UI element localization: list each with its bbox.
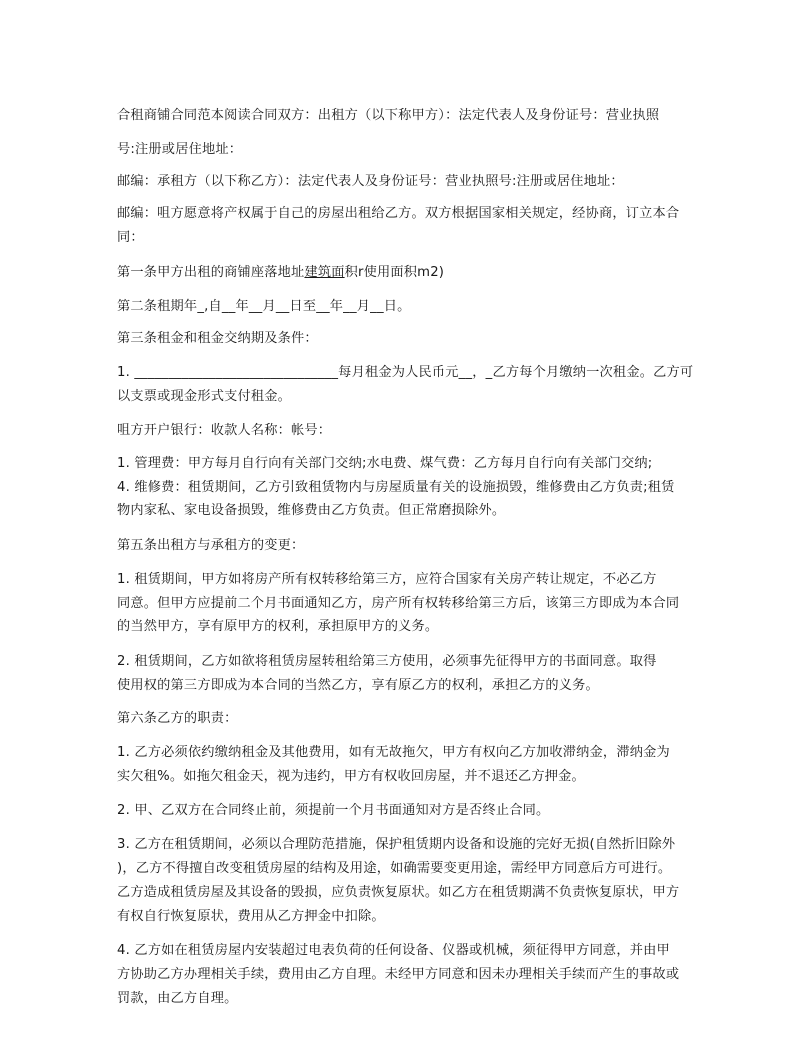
- text-line: 邮编：承租方（以下称乙方）：法定代表人及身份证号：营业执照号:注册或居住地址：: [117, 174, 624, 189]
- text-line: 邮编：咀方愿意将产权属于自己的房屋出租给乙方。双方根据国家相关规定，经协商，订立本合: [117, 206, 680, 221]
- text-line: 乙方造成租赁房屋及其设备的毁损，应负责恢复原状。如乙方在租赁期满不负责恢复原状，甲方: [117, 885, 680, 900]
- text-line: [117, 262, 697, 284]
- text-line: 2. 租赁期间，乙方如欲将租赁房屋转租给第三方使用，必须事先征得甲方的书面同意。取得: [117, 654, 657, 669]
- text-line: 同意。但甲方应提前二个月书面通知乙方，房产所有权转移给第三方后，该第三方即成为本合同: [117, 596, 680, 611]
- text-line: 4. 维修费：租赁期间，乙方引致租赁物内与房屋质量有关的设施损毁，维修费由乙方负责;租赁: [117, 480, 675, 495]
- text-line: 第二条租期年_,自__年__月__日至__年__月__日。: [117, 299, 411, 314]
- text-line: 第五条出租方与承租方的变更：: [117, 538, 305, 553]
- text-line: 有权自行恢复原状，费用从乙方押金中扣除。: [117, 909, 385, 924]
- underlined-text: 建筑面: [304, 265, 345, 280]
- text-line: 合租商铺合同范本阅读合同双方：出租方（以下称甲方）：法定代表人及身份证号：营业执照: [117, 108, 660, 123]
- text-line: 以支票或现金形式支付租金。: [117, 389, 292, 404]
- text-line: 罚款，由乙方自理。: [117, 991, 238, 1006]
- text-line: 的当然甲方，享有原甲方的权利，承担原甲方的义务。: [117, 619, 439, 634]
- text-line: 1. 乙方必须依约缴纳租金及其他费用，如有无故拖欠，甲方有权向乙方加收滞纳金，滞纳金为: [117, 745, 670, 760]
- text-span: 第一条甲方出租的商铺座落地址: [117, 265, 305, 280]
- text-line: 方协助乙方办理相关手续，费用由乙方自理。未经甲方同意和因未办理相关手续而产生的事故或: [117, 967, 680, 982]
- text-line: 1. 管理费：甲方每月自行向有关部门交纳;水电费、煤气费：乙方每月自行向有关部门交纳;: [117, 456, 653, 471]
- text-line: 1. ______________________________每月租金为人民币元__，_乙方每个月缴纳一次租金。乙方可: [117, 365, 694, 380]
- text-line: 号:注册或居住地址：: [117, 142, 243, 157]
- text-line: 同：: [117, 230, 144, 245]
- text-line: 3. 乙方在租赁期间，必须以合理防范措施，保护租赁期内设备和设施的完好无损(自然折旧除外: [117, 837, 676, 852]
- text-line: 1. 租赁期间，甲方如将房产所有权转移给第三方，应符合国家有关房产转让规定，不必乙方: [117, 572, 657, 587]
- text-line: 咀方开户银行：收款人名称：帐号：: [117, 423, 332, 438]
- text-line: 第六条乙方的职责：: [117, 711, 238, 726]
- text-line: 2. 甲、乙双方在合同终止前，须提前一个月书面通知对方是否终止合同。: [117, 803, 550, 818]
- text-line: 实欠租%。如拖欠租金天，视为违约，甲方有权收回房屋，并不退还乙方押金。: [117, 769, 585, 784]
- text-line: )，乙方不得擅自改变租赁房屋的结构及用途，如确需要变更用途，需经甲方同意后方可进行。: [117, 861, 672, 876]
- text-span: 积r使用面积m2): [344, 265, 445, 280]
- text-line: 使用权的第三方即成为本合同的当然乙方，享有原乙方的权利，承担乙方的义务。: [117, 678, 599, 693]
- text-line: 第三条租金和租金交纳期及条件：: [117, 331, 318, 346]
- text-line: 物内家私、家电设备损毁，维修费由乙方负责。但正常磨损除外。: [117, 503, 506, 518]
- text-line: 4. 乙方如在租赁房屋内安装超过电表负荷的任何设备、仪器或机械，须征得甲方同意，并由甲: [117, 943, 670, 958]
